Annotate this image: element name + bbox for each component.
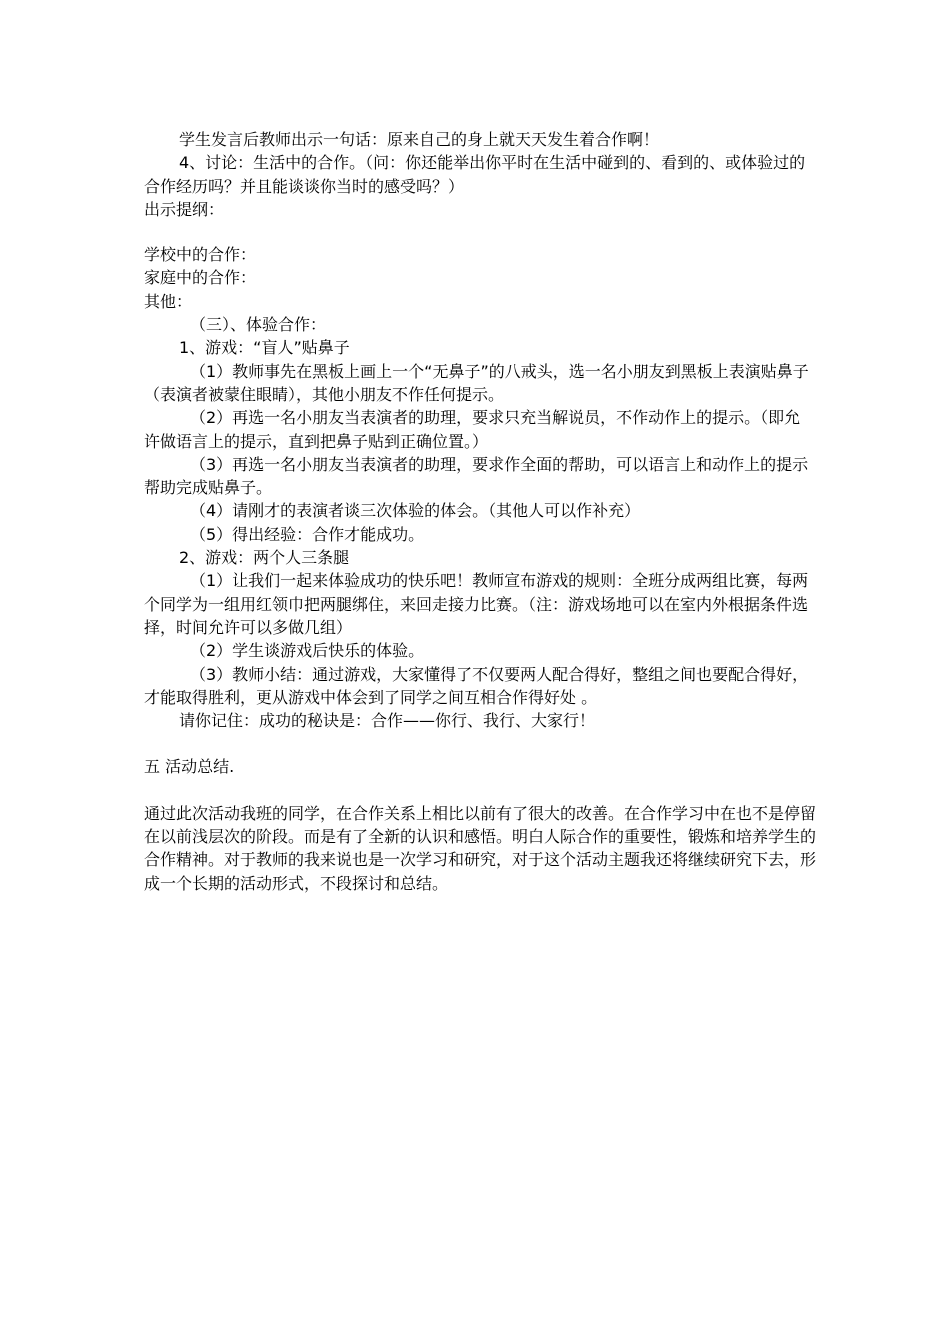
blank-line [144,732,816,755]
blank-line [144,779,816,802]
game1-step4: （4）请刚才的表演者谈三次体验的体会。（其他人可以作补充） [190,501,641,521]
game-heading-blind-nose: 1、游戏：“盲人”贴鼻子 [179,338,350,358]
section-heading-summary: 五 活动总结. [144,757,235,777]
game2-step2: （2）学生谈游戏后快乐的体验。 [190,641,425,661]
paragraph-discussion: 4、讨论：生活中的合作。（问：你还能举出你平时在生活中碰到的、看到的、或体验过的合作经历吗？并且能谈谈你当时的感受吗？） [144,153,806,196]
game1-step3: （3）再选一名小朋友当表演者的助理，要求作全面的帮助，可以语言上和动作上的提示帮助完成贴鼻子。 [144,454,809,498]
paragraph-summary: 通过此次活动我班的同学，在合作关系上相比以前有了很大的改善。在合作学习中在也不是停留在以前浅层次的阶段。而是有了全新的认识和感悟。明白人际合作的重要性，锻炼和培养学生的合作精神。对于教师的我来说也是一次学习和研究，对于这个活动主题我还将继续研究下去，形成一个长期的活动形式，不段探讨和总结。 [144,803,817,893]
section-heading-experience: （三）、体验合作： [190,315,327,335]
paragraph-school-cooperation: 学校中的合作： [144,245,257,265]
game1-step5: （5）得出经验：合作才能成功。 [190,524,425,544]
game2-step1: （1）让我们一起来体验成功的快乐吧！教师宣布游戏的规则：全班分成两组比赛，每两个同学为一组用红领巾把两腿绑住，来回走接力比赛。（注：游戏场地可以在室内外根据条件选择，时间允许可以多做几组） [144,571,809,637]
paragraph-outline-heading: 出示提纲： [144,199,225,219]
paragraph-teacher-statement: 学生发言后教师出示一句话：原来自己的身上就天天发生着合作啊！ [179,130,660,149]
game1-step1: （1）教师事先在黑板上画上一个“无鼻子”的八戒头，选一名小朋友到黑板上表演贴鼻子（表演者被蒙住眼睛），其他小朋友不作任何提示。 [144,361,809,404]
document-body [144,128,816,895]
game1-step2: （2）再选一名小朋友当表演者的助理，要求只充当解说员，不作动作上的提示。（即允许做语言上的提示，直到把鼻子贴到正确位置。） [144,408,801,451]
paragraph-remember: 请你记住：成功的秘诀是：合作——你行、我行、大家行！ [179,711,596,731]
game2-step3: （3）教师小结：通过游戏，大家懂得了不仅要两人配合得好，整组之间也要配合得好，才能取得胜利，更从游戏中体会到了同学之间互相合作得好处 。 [144,664,809,707]
game-heading-three-legs: 2、游戏：两个人三条腿 [179,548,350,568]
blank-line [144,221,816,243]
paragraph-family-cooperation: 家庭中的合作： [144,268,257,288]
paragraph-other: 其他： [144,291,193,311]
